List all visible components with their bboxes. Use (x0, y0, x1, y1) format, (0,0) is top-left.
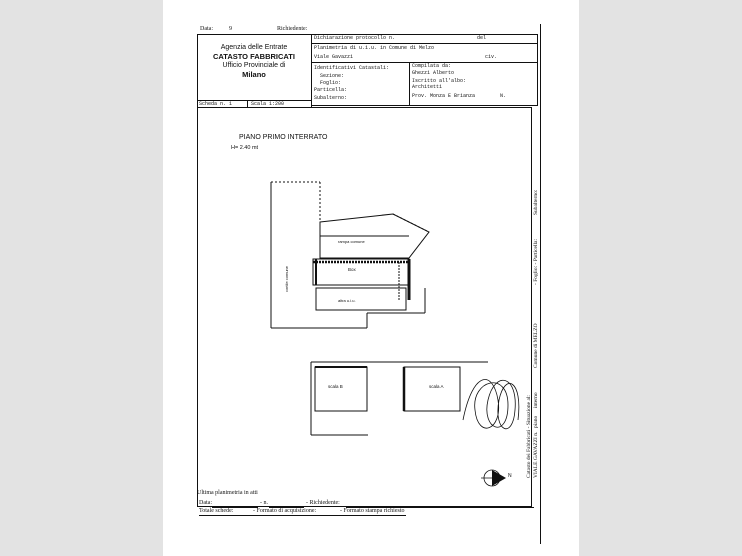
altra-uiu-outline (316, 288, 406, 310)
sidebar-comune: Comune di MELZO (533, 323, 539, 368)
sidebar-foglio: - Foglio: (533, 265, 539, 285)
north-arrow (481, 470, 506, 486)
sidebar-particella: - Particella: (533, 239, 539, 265)
formato-acquisizione: - Formato di acquisizione: (253, 508, 317, 514)
plan-height: H= 2.40 mt (231, 145, 259, 151)
cortile-label: cortile comune (284, 265, 289, 292)
sidebar-interno: interno (533, 392, 539, 408)
scala-a-label: scala A (429, 384, 444, 389)
ultima-planimetria: Ultima planimetria in atti (197, 490, 258, 496)
sezione-label: Sezione: (320, 73, 345, 79)
particella-label: Particella: (314, 87, 348, 93)
subalterno-label: Subalterno: (314, 95, 348, 101)
planimetry-document (163, 0, 579, 556)
del-label: del (477, 35, 487, 41)
agency-line1: Agenzia delle Entrate (220, 44, 288, 51)
sidebar-subalterno: Subalterno: (533, 189, 539, 215)
sidebar-particella-foglio (534, 239, 540, 285)
planimetria-label: Planimetria di u.i.u. in Comune di Melzo (314, 45, 435, 51)
footer-n-label: - n. (260, 500, 268, 506)
indirizzo-value: Viale Gavazzi (314, 54, 354, 60)
agency-line4: Milano (242, 70, 266, 79)
data-value: 9 (229, 26, 232, 32)
compilatore-value: Ghezzi Alberto (412, 70, 455, 76)
agency-line3: Ufficio Provinciale di (222, 62, 286, 69)
plan-title: PIANO PRIMO INTERRATO (239, 134, 328, 141)
box-row (313, 259, 409, 310)
formato-stampa: - Formato stampa richiesto (340, 508, 405, 514)
rampa-group (320, 214, 429, 258)
sidebar-piano: piano (533, 415, 539, 428)
box-label: Box (348, 267, 356, 272)
lower-block (311, 362, 488, 435)
altra-uiu-label: altra u.i.u. (338, 298, 356, 303)
totale-schede: Totale schede: (199, 508, 234, 514)
prov-number-label: N. (500, 93, 507, 99)
sidebar-indirizzo: VIALE GAVAZZI n. (533, 431, 539, 478)
sidebar-situazione: Catasto dei Fabbricati - Situazione al: (526, 395, 532, 478)
rampa-label: rampa comune (338, 239, 365, 244)
civ-label: civ. (485, 54, 498, 60)
footer-data-label: Data: (199, 500, 212, 506)
scribble (463, 380, 519, 429)
scheda-label: Scheda n. 1 (199, 100, 233, 107)
north-label: N (508, 473, 512, 479)
scala-label: Scala 1:200 (251, 100, 285, 107)
scala-b-label: scala B (328, 384, 343, 389)
prov-value: Prov. Monza E Brianza (412, 93, 476, 99)
identificativi-label: Identificativi Catastali: (314, 65, 390, 71)
upper-block (271, 182, 425, 328)
dichiarazione-label: Dichiarazione protocollo n. (314, 35, 396, 41)
foglio-label: Foglio: (320, 80, 342, 86)
data-label: Data: (200, 26, 213, 32)
compilata-label: Compilata da: (412, 63, 452, 69)
iscritto-label: Iscritto all'albo: (412, 78, 467, 84)
agency-line2: CATASTO FABBRICATI (213, 52, 295, 61)
scribble-path (463, 380, 519, 429)
richiedente-label: Richiedente: (277, 26, 308, 32)
albo-value: Architetti (412, 84, 443, 90)
footer-richiedente: - Richiedente: (306, 500, 340, 506)
floor-plan-drawing (163, 0, 579, 556)
footer-line-3 (336, 515, 406, 516)
